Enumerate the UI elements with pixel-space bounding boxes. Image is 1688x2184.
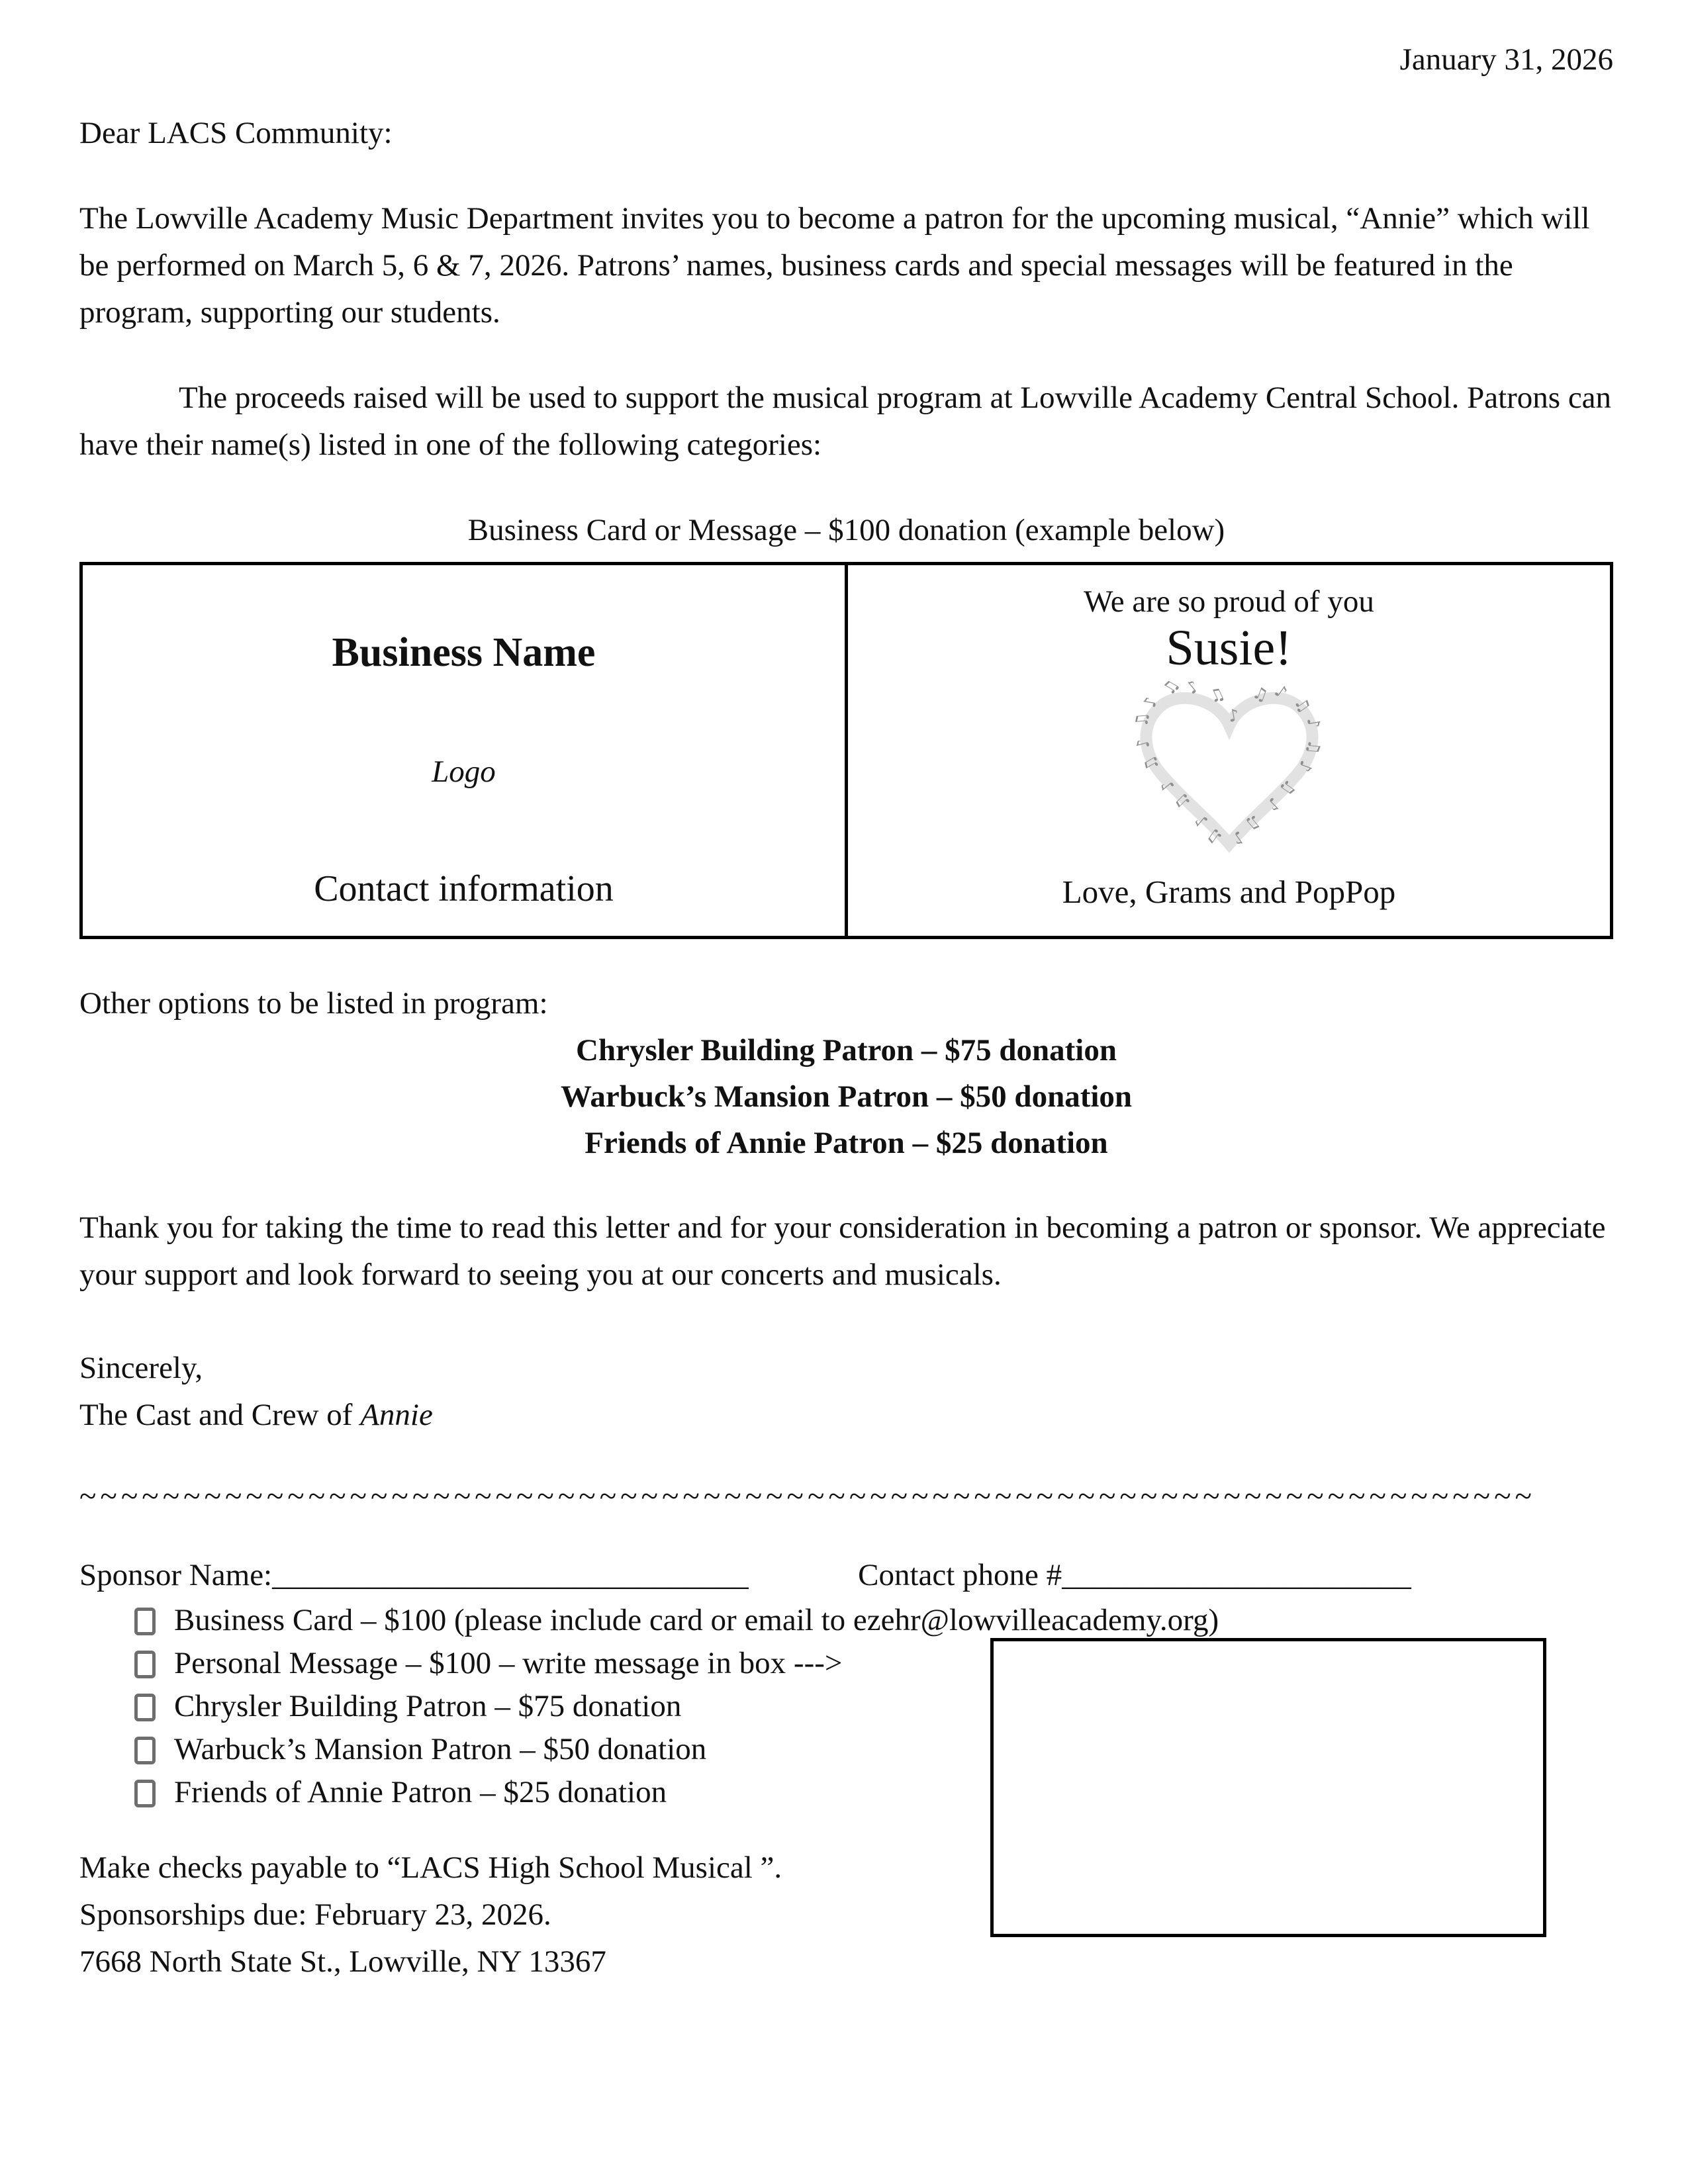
option-friends: Friends of Annie Patron – $25 donation	[585, 1126, 1108, 1160]
intro-paragraph: The Lowville Academy Music Department invites you to become a patron for the upcoming musical, “Annie” which will be performed on March 5, 6 & 7, 2026. Patrons’ names, business cards and special messages will be featured in the program, supporting our students.	[79, 201, 1590, 330]
sponsor-form	[79, 1552, 1613, 1985]
svg-text:♫: ♫	[1276, 775, 1301, 799]
contact-phone-label: Contact phone #	[858, 1558, 1062, 1592]
option-warbucks: Warbuck’s Mansion Patron – $50 donation	[560, 1079, 1133, 1114]
svg-text:♪: ♪	[1226, 705, 1241, 727]
svg-text:♪: ♪	[1156, 775, 1179, 796]
option-label-chrysler: Chrysler Building Patron – $75 donation	[174, 1689, 682, 1723]
category-heading: Business Card or Message – $100 donation (example below)	[467, 513, 1225, 547]
message-line-3: Love, Grams and PopPop	[1062, 874, 1396, 910]
svg-text:♪: ♪	[1270, 680, 1291, 704]
svg-text:♫: ♫	[1158, 676, 1184, 700]
svg-text:♫: ♫	[1302, 738, 1324, 756]
checks-payable-line: Make checks payable to “LACS High School Musical ”.	[79, 1850, 782, 1885]
date: January 31, 2026	[1399, 42, 1613, 77]
thanks-paragraph: Thank you for taking the time to read this letter and for your consideration in becoming a patron or sponsor. We appreciate your support and look forward to seeing you at our concerts and musicals.	[79, 1210, 1606, 1292]
sponsor-name-field[interactable]: ______________________________	[272, 1558, 749, 1592]
option-label-friends: Friends of Annie Patron – $25 donation	[174, 1775, 667, 1809]
personal-message-write-box[interactable]	[990, 1638, 1546, 1937]
music-notes-heart-icon	[1127, 676, 1332, 859]
signature-show-title: Annie	[360, 1398, 433, 1432]
closing-signature	[79, 1392, 1613, 1439]
option-label-personal-message: Personal Message – $100 – write message in box --->	[174, 1646, 843, 1680]
sponsor-name-label: Sponsor Name:	[79, 1558, 273, 1592]
contact-phone-field[interactable]: ______________________	[1062, 1558, 1412, 1592]
svg-text:♫: ♫	[1202, 824, 1227, 850]
closing-sincerely: Sincerely,	[79, 1351, 203, 1385]
svg-text:♫: ♫	[1170, 789, 1196, 814]
checkbox-warbucks[interactable]	[134, 1737, 156, 1764]
logo-placeholder: Logo	[432, 754, 496, 789]
svg-text:♫: ♫	[1205, 683, 1228, 708]
checkbox-chrysler[interactable]	[134, 1694, 156, 1721]
contact-info-placeholder: Contact information	[314, 868, 614, 909]
option-chrysler: Chrysler Building Patron – $75 donation	[576, 1033, 1117, 1068]
business-name-placeholder: Business Name	[332, 630, 596, 675]
svg-text:♫: ♫	[1131, 711, 1152, 729]
message-line-1: We are so proud of you	[1084, 584, 1374, 619]
svg-text:♪: ♪	[1302, 715, 1324, 731]
svg-text:♪: ♪	[1227, 826, 1248, 849]
due-date-line: Sponsorships due: February 23, 2026.	[79, 1897, 551, 1932]
option-label-warbucks: Warbuck’s Mansion Patron – $50 donation	[174, 1732, 707, 1766]
proceeds-paragraph: The proceeds raised will be used to support the musical program at Lowville Academy Central School. Patrons can have their name(s) listed in one of the following categories:	[79, 381, 1612, 462]
svg-text:♫: ♫	[1289, 693, 1315, 717]
address-line: 7668 North State St., Lowville, NY 13367	[79, 1944, 606, 1979]
checkbox-personal-message[interactable]	[134, 1651, 156, 1678]
option-row-business-card	[134, 1599, 1613, 1642]
other-options-heading: Other options to be listed in program:	[79, 986, 548, 1021]
checkbox-business-card[interactable]	[134, 1608, 156, 1635]
svg-text:♪: ♪	[1182, 676, 1203, 699]
svg-text:♪: ♪	[1293, 757, 1317, 775]
tilde-divider: ~~~~~~~~~~~~~~~~~~~~~~~~~~~~~~~~~~~~~~~~~~~~~~~~~~~~~~~~~~~~~~~~~~~~~~	[79, 1479, 1536, 1514]
svg-text:♪: ♪	[1131, 735, 1154, 752]
svg-text:♪: ♪	[1190, 809, 1212, 832]
salutation: Dear LACS Community:	[79, 116, 393, 150]
sponsor-name-line	[79, 1552, 1613, 1599]
example-table	[79, 562, 1613, 939]
svg-text:♫: ♫	[1139, 752, 1164, 776]
business-card-example-cell	[81, 564, 847, 938]
svg-text:♪: ♪	[1262, 793, 1284, 815]
svg-text:♪: ♪	[1139, 695, 1161, 709]
checkbox-friends[interactable]	[134, 1780, 156, 1807]
signature-prefix: The Cast and Crew of	[79, 1398, 361, 1432]
option-label-business-card: Business Card – $100 (please include card or email to ezehr@lowvilleacademy.org)	[174, 1603, 1219, 1637]
svg-text:♫: ♫	[1241, 809, 1266, 835]
personal-message-example-cell	[847, 564, 1612, 938]
message-line-2: Susie!	[1166, 620, 1292, 676]
svg-text:♫: ♫	[1249, 682, 1271, 707]
